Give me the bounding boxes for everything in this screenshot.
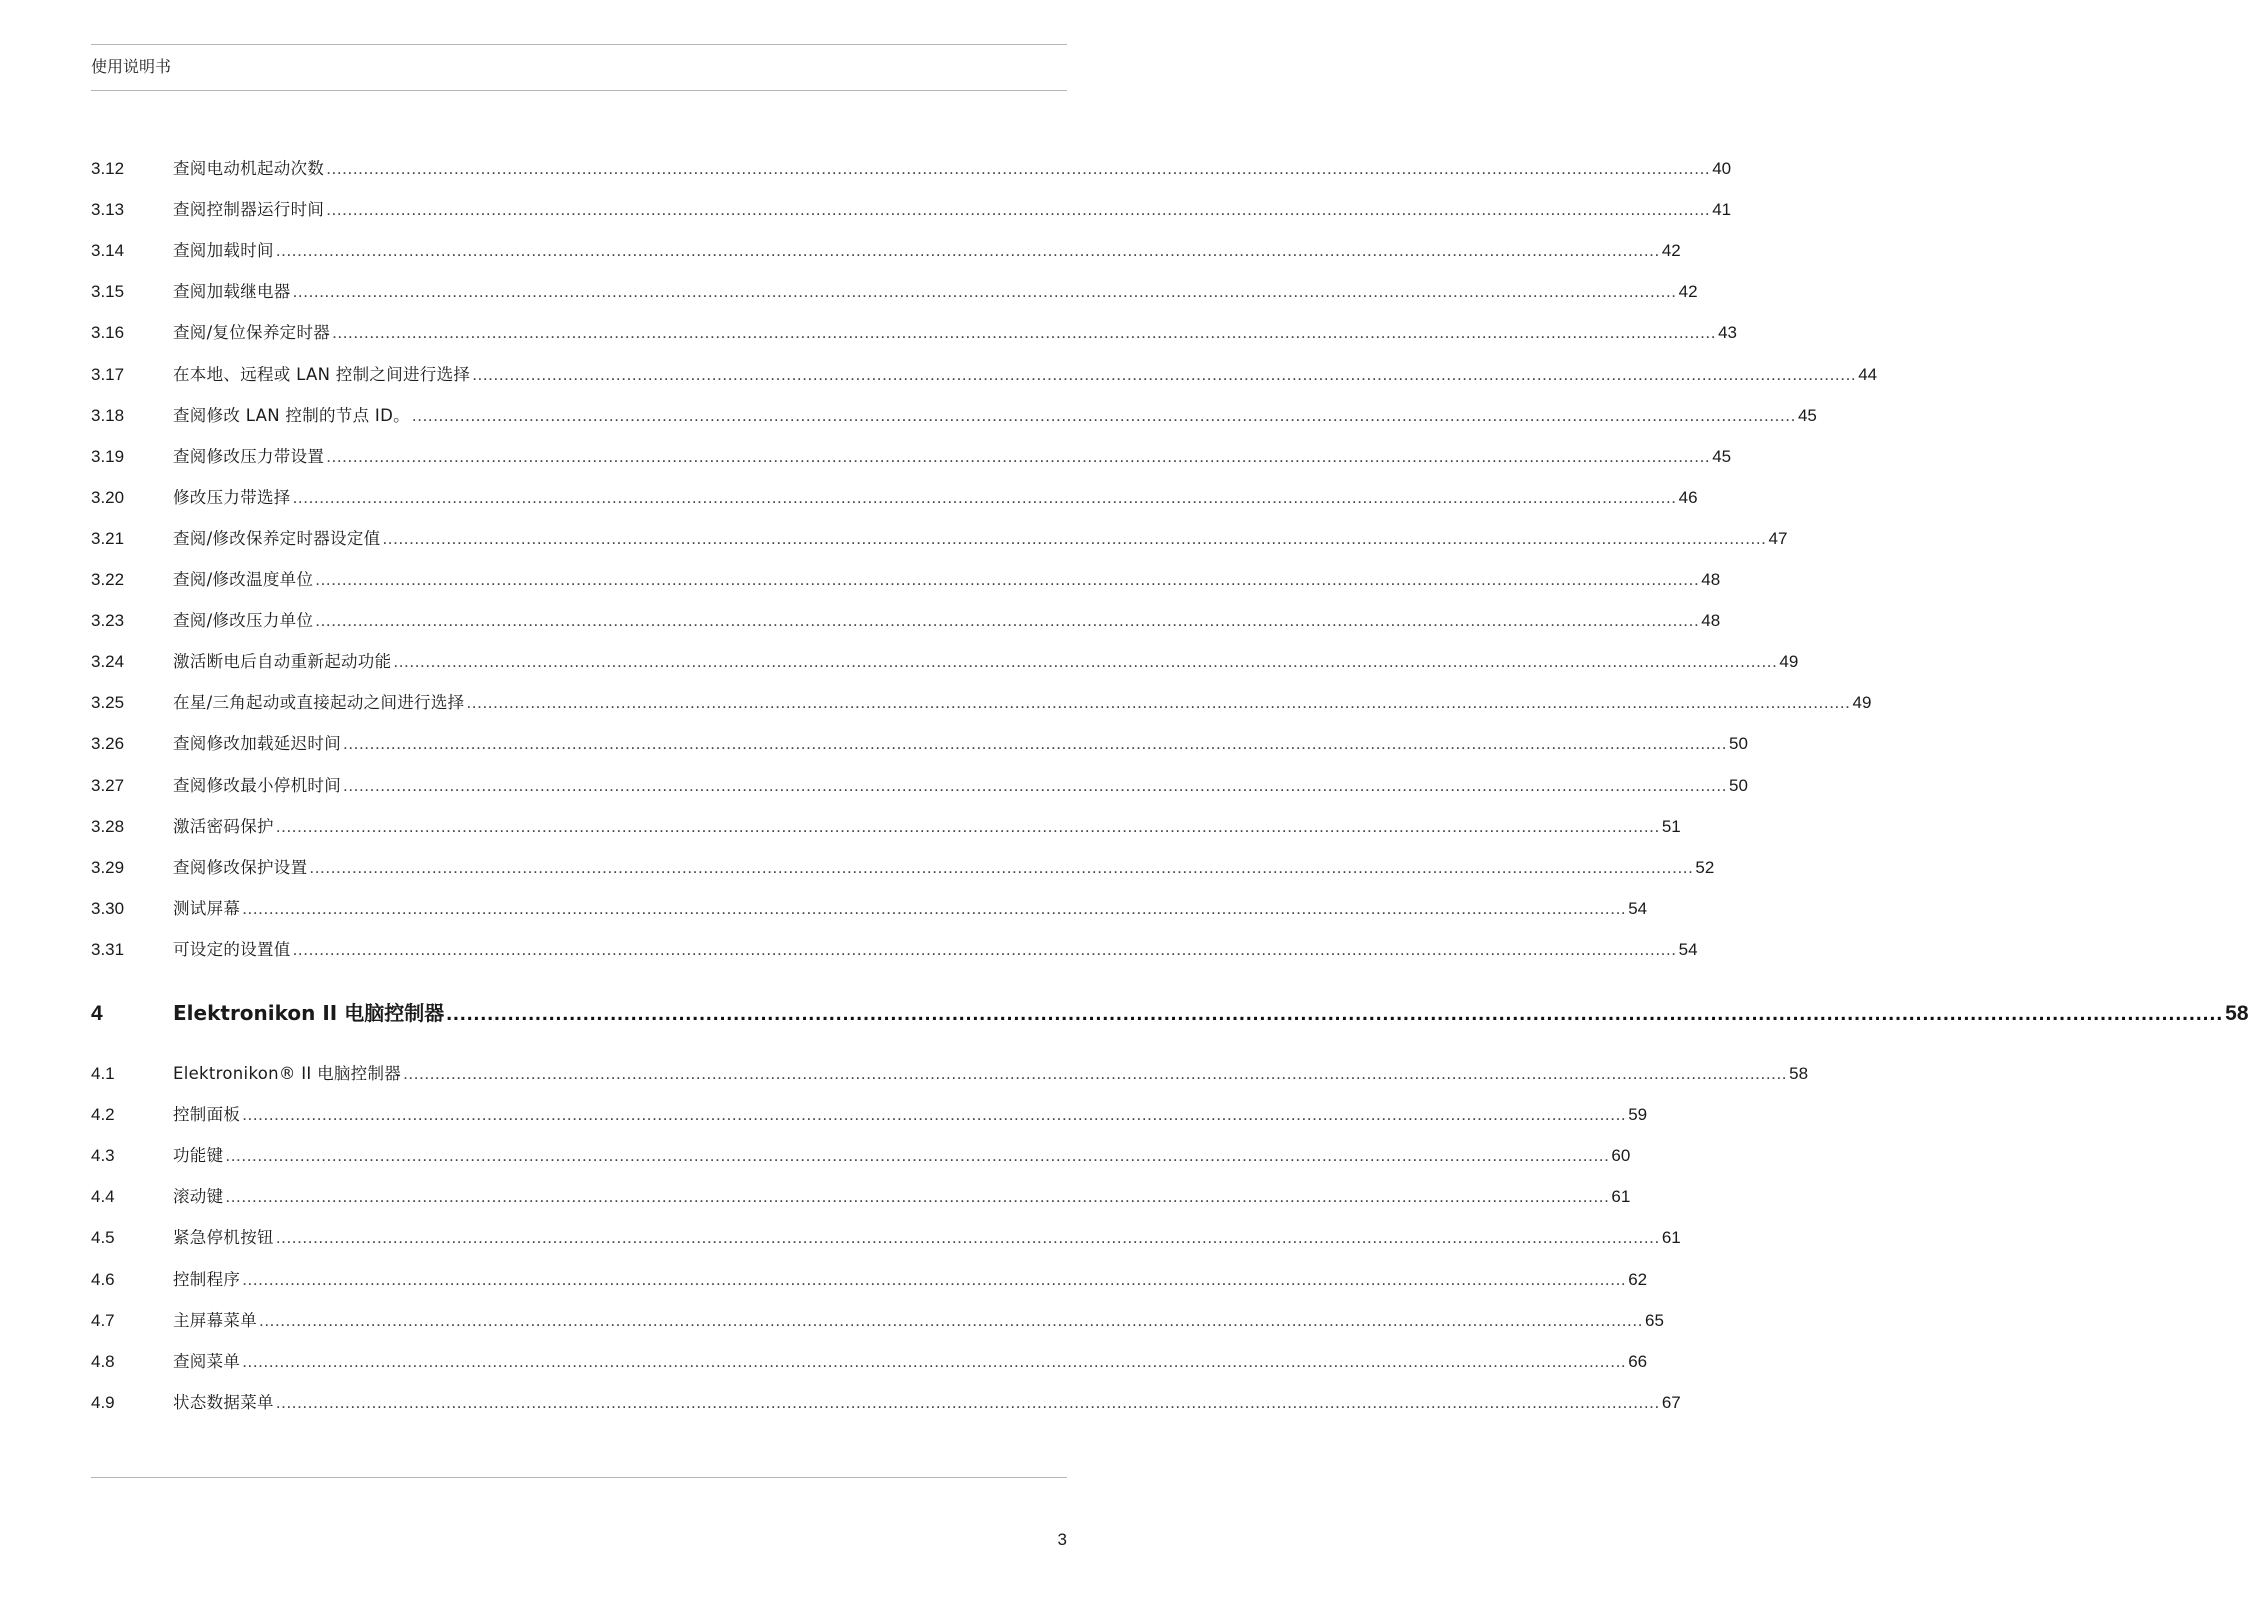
toc-entry-title: 修改压力带选择 (173, 487, 291, 507)
toc-entry-title: 查阅加载时间 (173, 241, 274, 261)
toc-entry-page: 50 (1729, 775, 1748, 795)
toc-entry[interactable] (91, 1266, 1648, 1294)
toc-entry-page: 45 (1797, 405, 1817, 425)
toc-entry[interactable] (91, 1101, 1648, 1129)
toc-entry-page: 58 (2225, 1002, 2249, 1025)
toc-entry-page: 67 (1661, 1392, 1681, 1412)
toc-entry[interactable] (91, 648, 1799, 676)
toc-entry-page: 50 (1729, 734, 1748, 754)
toc-entry-number: 3.15 (91, 282, 125, 302)
toc-dot-leader: .................................................................................................................................................................................................................................................................... (225, 1146, 1610, 1166)
toc-dot-leader: .................................................................................................................................................................................................................................................................... (275, 816, 1660, 836)
toc-entry-page: 62 (1628, 1269, 1648, 1289)
toc-dot-leader: .................................................................................................................................................................................................................................................................... (225, 1187, 1610, 1207)
toc-dot-leader: .................................................................................................................................................................................................................................................................... (275, 1392, 1660, 1412)
toc-entry[interactable] (91, 319, 1737, 347)
toc-entry-page: 49 (1852, 693, 1872, 713)
toc-entry-title: 滚动键 (173, 1187, 224, 1207)
toc-entry[interactable] (91, 237, 1681, 265)
toc-dot-leader: .................................................................................................................................................................................................................................................................... (472, 364, 1857, 384)
toc-entry-page: 42 (1661, 241, 1681, 261)
toc-dot-leader: .................................................................................................................................................................................................................................................................... (275, 1228, 1660, 1248)
toc-entry[interactable] (91, 484, 1698, 512)
toc-entry[interactable] (91, 936, 1698, 964)
toc-entry-title: 激活密码保护 (173, 816, 274, 836)
toc-dot-leader: .................................................................................................................................................................................................................................................................... (275, 241, 1660, 261)
toc-entry-page: 43 (1718, 323, 1737, 343)
toc-entry[interactable] (91, 1183, 1631, 1211)
toc-entry-number: 3.27 (91, 775, 125, 795)
toc-entry-number: 3.18 (91, 405, 125, 425)
header-top-rule (91, 44, 1067, 45)
toc-entry-number: 3.14 (91, 241, 125, 261)
toc-entry[interactable] (91, 361, 1878, 389)
toc-entry[interactable] (91, 772, 1748, 800)
toc-dot-leader: .................................................................................................................................................................................................................................................................... (242, 898, 1627, 918)
toc-entry-page: 48 (1701, 611, 1721, 631)
toc-entry-title: 查阅控制器运行时间 (173, 200, 325, 220)
toc-entry[interactable] (91, 566, 1721, 594)
toc-entry[interactable] (91, 402, 1817, 430)
toc-entry[interactable] (91, 1224, 1681, 1252)
toc-entry[interactable] (91, 1348, 1648, 1376)
toc-dot-leader: .................................................................................................................................................................................................................................................................... (326, 446, 1711, 466)
toc-entry[interactable] (91, 443, 1732, 471)
toc-entry-number: 3.26 (91, 734, 125, 754)
toc-entry-page: 40 (1712, 159, 1732, 178)
toc-entry-title: 查阅/复位保养定时器 (173, 323, 331, 343)
toc-entry-title: 查阅电动机起动次数 (173, 159, 325, 178)
toc-dot-leader: .................................................................................................................................................................................................................................................................... (292, 939, 1677, 959)
toc-dot-leader: .................................................................................................................................................................................................................................................................... (242, 1351, 1627, 1371)
toc-entry[interactable] (91, 525, 1788, 553)
toc-dot-leader: .................................................................................................................................................................................................................................................................... (326, 159, 1711, 178)
toc-dot-leader: .................................................................................................................................................................................................................................................................... (315, 611, 1700, 631)
toc-entry-number: 3.29 (91, 857, 125, 877)
toc-entry[interactable] (91, 278, 1698, 306)
toc-entry-title: 查阅修改保护设置 (173, 857, 308, 877)
toc-entry-title: 查阅修改加载延迟时间 (173, 734, 341, 754)
toc-entry-title: 控制程序 (173, 1269, 241, 1289)
toc-entry-number: 3.24 (91, 652, 125, 672)
toc-entry-page: 54 (1628, 898, 1648, 918)
toc-entry-number: 3.21 (91, 528, 125, 548)
toc-entry-page: 60 (1611, 1146, 1631, 1166)
toc-entry-page: 65 (1645, 1310, 1664, 1330)
toc-dot-leader: .................................................................................................................................................................................................................................................................... (343, 734, 1728, 754)
toc-entry-title: 查阅修改 LAN 控制的节点 ID。 (173, 405, 410, 425)
toc-entry-number: 3.20 (91, 487, 125, 507)
toc-entry-page: 41 (1712, 200, 1732, 220)
toc-entry-title: Elektronikon II 电脑控制器 (173, 1001, 445, 1025)
toc-entry-page: 61 (1611, 1187, 1631, 1207)
toc-entry-number: 3.16 (91, 323, 125, 343)
toc-entry[interactable] (91, 155, 1732, 183)
toc-dot-leader: .................................................................................................................................................................................................................................................................... (446, 1002, 2224, 1025)
toc-entry-number: 3.12 (91, 159, 125, 178)
toc-entry-number: 3.31 (91, 939, 125, 959)
toc-entry-title: 状态数据菜单 (173, 1392, 274, 1412)
toc-entry[interactable] (91, 1142, 1631, 1170)
toc-entry-page: 54 (1678, 939, 1698, 959)
toc-entry-page: 66 (1628, 1351, 1648, 1371)
toc-entry-number: 4.3 (91, 1146, 115, 1166)
toc-entry-title: 查阅修改压力带设置 (173, 446, 325, 466)
toc-entry-number: 3.19 (91, 446, 125, 466)
toc-entry-number: 3.13 (91, 200, 125, 220)
toc-entry-page: 58 (1789, 1064, 1809, 1083)
toc-dot-leader: .................................................................................................................................................................................................................................................................... (343, 775, 1728, 795)
toc-entry-title: 激活断电后自动重新起动功能 (173, 652, 392, 672)
document-header-title: 使用说明书 (91, 57, 172, 76)
header-bottom-rule (91, 90, 1067, 91)
toc-entry-title: 在星/三角起动或直接起动之间进行选择 (173, 693, 465, 713)
toc-entry-number: 4.5 (91, 1228, 115, 1248)
toc-entry-title: 查阅修改最小停机时间 (173, 775, 341, 795)
toc-entry-title: 查阅加载继电器 (173, 282, 291, 302)
toc-entry-page: 44 (1858, 364, 1878, 384)
toc-dot-leader: .................................................................................................................................................................................................................................................................... (382, 528, 1767, 548)
toc-entry-number: 3.22 (91, 570, 125, 589)
toc-entry-page: 46 (1678, 487, 1698, 507)
toc-dot-leader: .................................................................................................................................................................................................................................................................... (292, 282, 1677, 302)
toc-entry-title: 测试屏幕 (173, 898, 241, 918)
toc-dot-leader: .................................................................................................................................................................................................................................................................... (259, 1310, 1644, 1330)
toc-entry-number: 4.9 (91, 1392, 115, 1412)
toc-chapter-heading[interactable] (91, 996, 2249, 1030)
footer-rule (91, 1477, 1067, 1478)
toc-entry-title: 在本地、远程或 LAN 控制之间进行选择 (173, 364, 471, 384)
toc-entry[interactable] (91, 196, 1732, 224)
toc-entry[interactable] (91, 689, 1872, 717)
toc-entry-title: 查阅菜单 (173, 1351, 241, 1371)
toc-entry-page: 61 (1661, 1228, 1681, 1248)
toc-entry[interactable] (91, 854, 1715, 882)
toc-entry[interactable] (91, 730, 1748, 758)
toc-entry[interactable] (91, 1060, 1809, 1088)
toc-entry-number: 4.7 (91, 1310, 115, 1330)
toc-entry-number: 3.25 (91, 693, 125, 713)
toc-entry-page: 48 (1701, 570, 1721, 589)
toc-dot-leader: .................................................................................................................................................................................................................................................................... (466, 693, 1851, 713)
toc-entry-title: 功能键 (173, 1146, 224, 1166)
toc-entry-title: 紧急停机按钮 (173, 1228, 274, 1248)
toc-entry-title: Elektronikon® II 电脑控制器 (173, 1064, 402, 1083)
toc-entry-title: 控制面板 (173, 1105, 241, 1125)
toc-entry[interactable] (91, 1307, 1664, 1335)
toc-entry-title: 主屏幕菜单 (173, 1310, 257, 1330)
toc-dot-leader: .................................................................................................................................................................................................................................................................... (393, 652, 1778, 672)
toc-entry-number: 4.2 (91, 1105, 115, 1125)
toc-entry-number: 4.6 (91, 1269, 115, 1289)
toc-entry-page: 59 (1628, 1105, 1648, 1125)
toc-entry-title: 可设定的设置值 (173, 939, 291, 959)
toc-entry-page: 45 (1712, 446, 1732, 466)
toc-dot-leader: .................................................................................................................................................................................................................................................................... (326, 200, 1711, 220)
toc-entry-title: 查阅/修改温度单位 (173, 570, 314, 589)
toc-entry-title: 查阅/修改压力单位 (173, 611, 314, 631)
toc-entry[interactable] (91, 1389, 1681, 1417)
toc-entry[interactable] (91, 895, 1648, 923)
toc-dot-leader: .................................................................................................................................................................................................................................................................... (292, 487, 1677, 507)
toc-entry-page: 47 (1768, 528, 1788, 548)
toc-entry-number: 3.28 (91, 816, 125, 836)
toc-entry-number: 4 (91, 1002, 103, 1025)
toc-entry[interactable] (91, 607, 1721, 635)
toc-entry-number: 4.4 (91, 1187, 115, 1207)
toc-entry-number: 3.23 (91, 611, 125, 631)
toc-dot-leader: .................................................................................................................................................................................................................................................................... (332, 323, 1717, 343)
toc-entry-page: 51 (1661, 816, 1681, 836)
toc-entry-page: 52 (1695, 857, 1715, 877)
toc-entry-page: 42 (1678, 282, 1698, 302)
toc-entry-title: 查阅/修改保养定时器设定值 (173, 528, 381, 548)
toc-entry-number: 4.8 (91, 1351, 115, 1371)
toc-entry-number: 3.30 (91, 898, 125, 918)
toc-dot-leader: .................................................................................................................................................................................................................................................................... (403, 1064, 1788, 1083)
toc-entry-page: 49 (1779, 652, 1799, 672)
toc-entry[interactable] (91, 813, 1681, 841)
toc-entry-number: 4.1 (91, 1064, 115, 1083)
toc-dot-leader: .................................................................................................................................................................................................................................................................... (411, 405, 1796, 425)
page-number: 3 (1057, 1530, 1067, 1549)
toc-entry-number: 3.17 (91, 364, 125, 384)
toc-dot-leader: .................................................................................................................................................................................................................................................................... (242, 1269, 1627, 1289)
toc-dot-leader: .................................................................................................................................................................................................................................................................... (309, 857, 1694, 877)
toc-dot-leader: .................................................................................................................................................................................................................................................................... (242, 1105, 1627, 1125)
toc-dot-leader: .................................................................................................................................................................................................................................................................... (315, 570, 1700, 589)
